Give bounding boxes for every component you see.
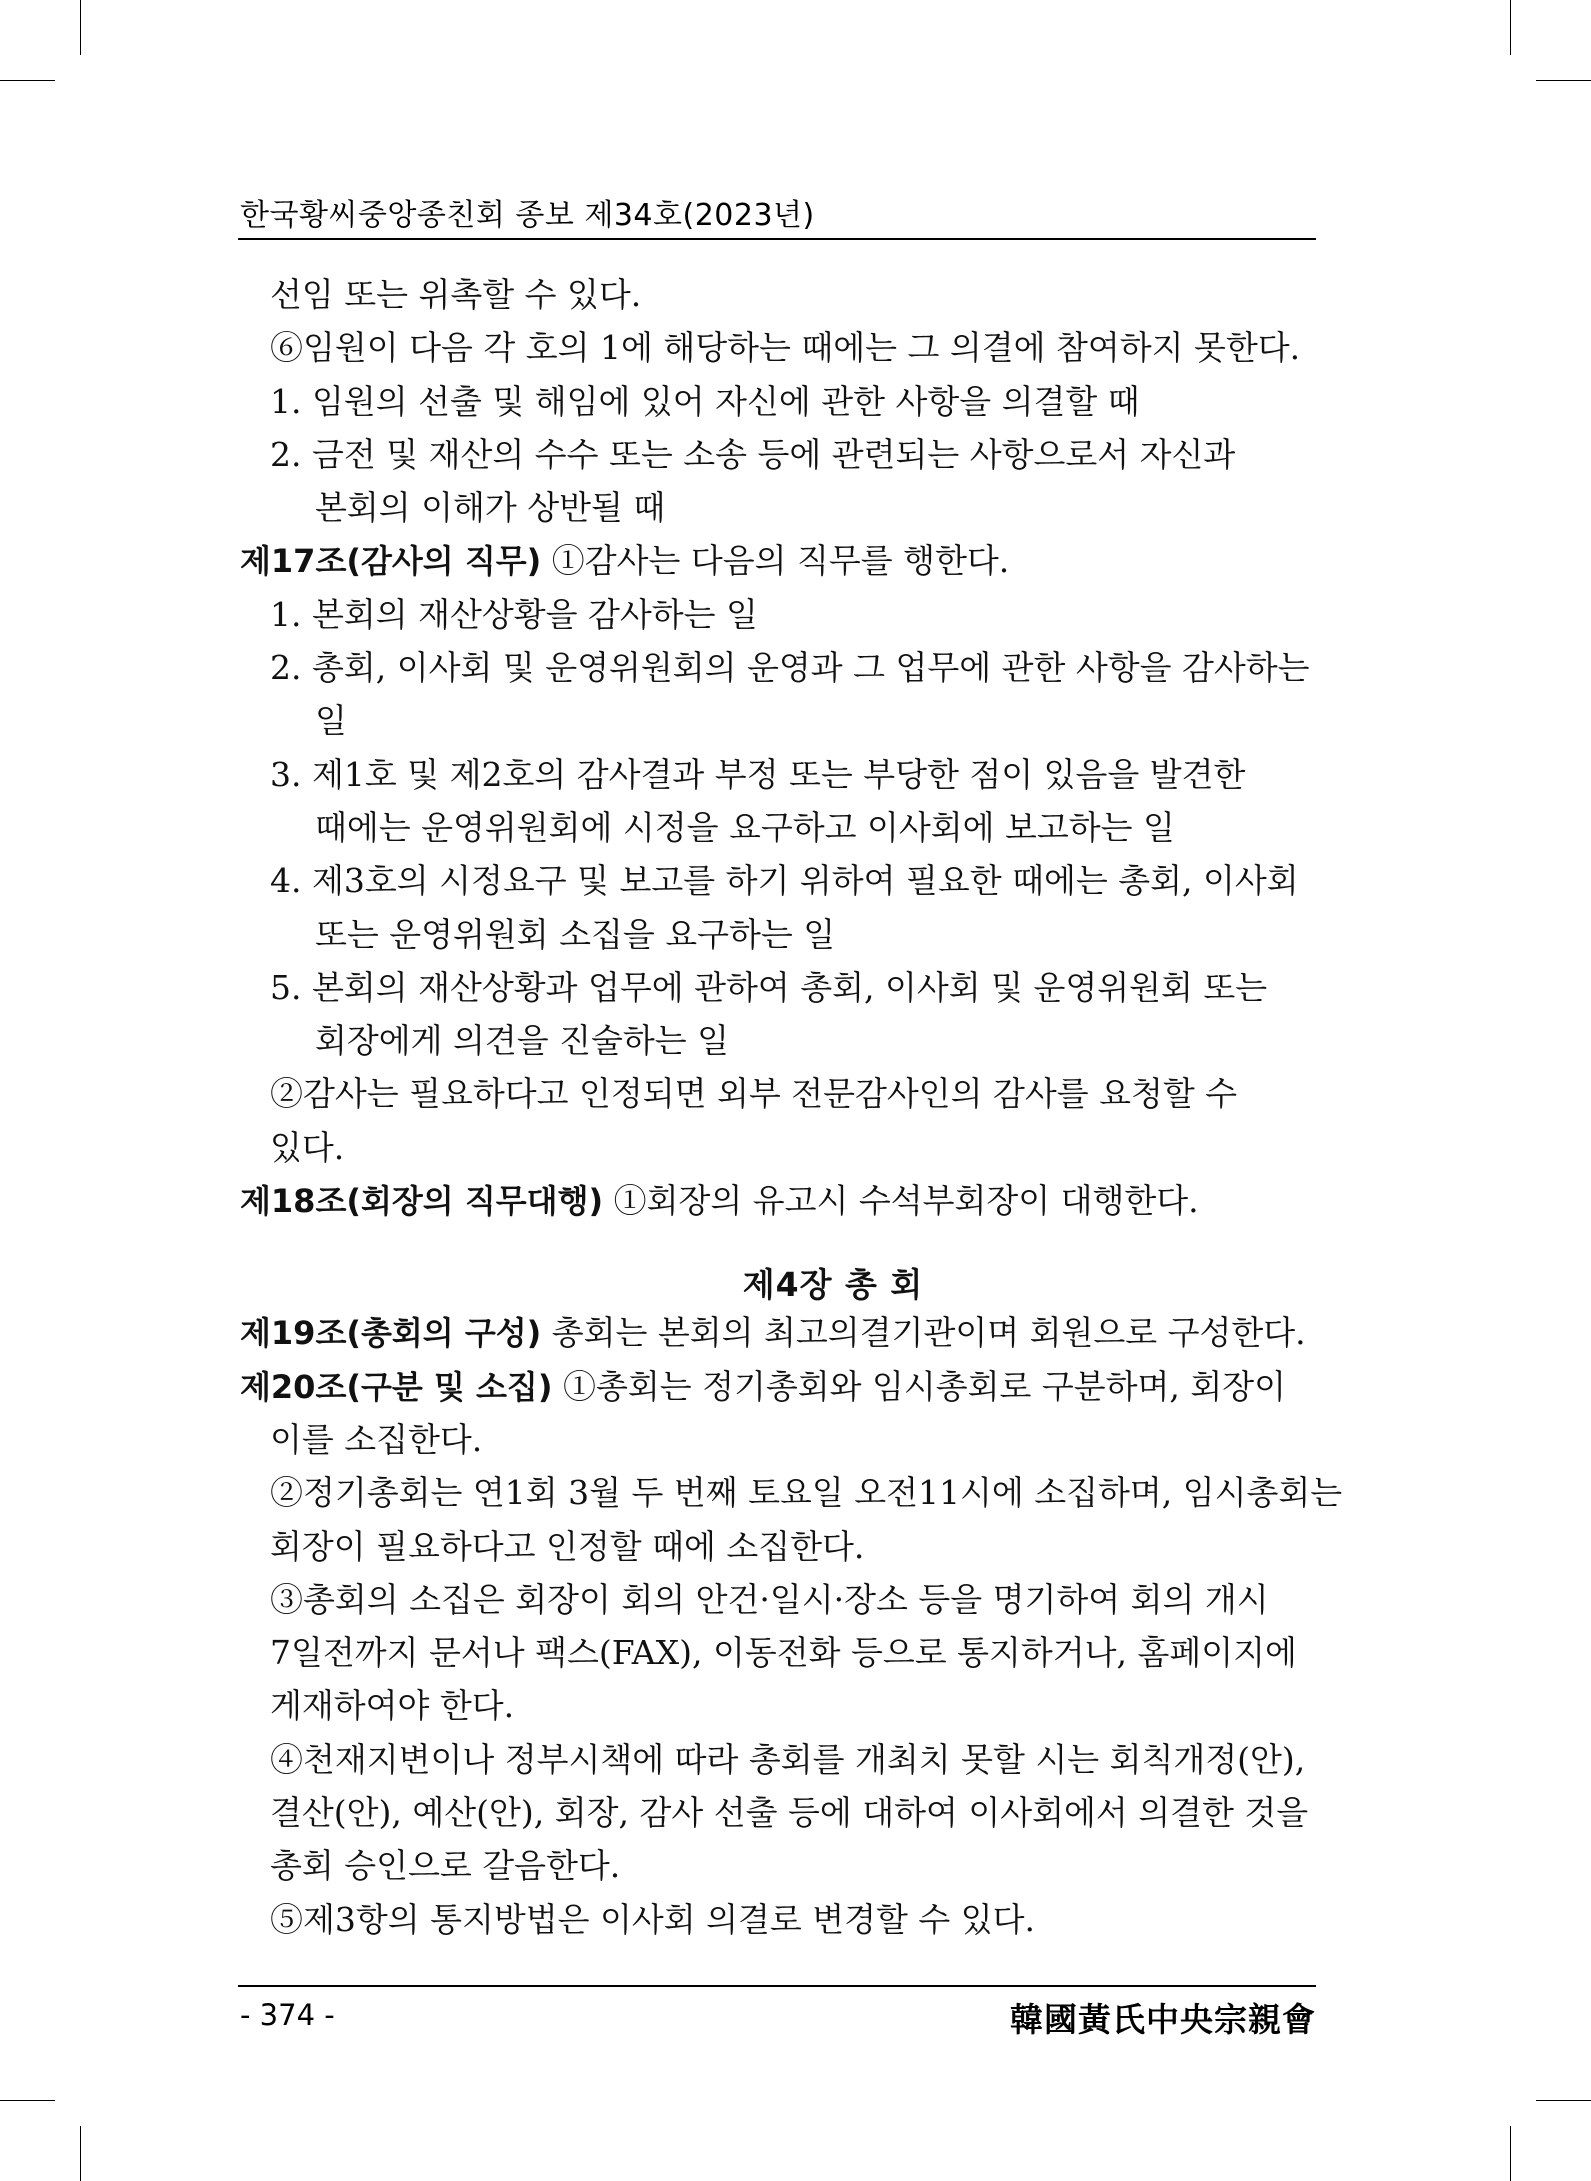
text-line: [240, 1014, 1316, 1067]
line-text: 5. 본회의 재산상황과 업무에 관하여 총회, 이사회 및 운영위원회 또는: [270, 967, 1268, 1007]
line-text: 3. 제1호 및 제2호의 감사결과 부정 또는 부당한 점이 있음을 발견한: [270, 754, 1246, 794]
line-text: 또는 운영위원회 소집을 요구하는 일: [315, 914, 836, 954]
text-line: [240, 641, 1316, 694]
organization-name: 韓國黃氏中央宗親會: [1010, 2000, 1316, 2039]
article-title: 제20조(구분 및 소집): [240, 1367, 553, 1406]
header-rule: [238, 238, 1316, 240]
line-text: 회장에게 의견을 진술하는 일: [315, 1021, 730, 1061]
text-line: [240, 1786, 1316, 1839]
line-text: 일: [315, 701, 347, 741]
line-text: 결산(안), 예산(안), 회장, 감사 선출 등에 대하여 이사회에서 의결한 것을: [270, 1793, 1309, 1833]
text-line: [240, 375, 1316, 428]
text-line: [240, 908, 1316, 961]
line-text: 본회의 이해가 상반될 때: [315, 488, 666, 528]
line-text: 회장이 필요하다고 인정할 때에 소집한다.: [270, 1526, 865, 1566]
line-text: ①회장의 유고시 수석부회장이 대행한다.: [603, 1181, 1199, 1221]
line-text: 총회는 본회의 최고의결기관이며 회원으로 구성한다.: [541, 1313, 1306, 1353]
text-line: [240, 748, 1316, 801]
text-line: [240, 1839, 1316, 1892]
text-line: [240, 321, 1316, 374]
text-line: [240, 1413, 1316, 1466]
line-text: 게재하여야 한다.: [270, 1686, 515, 1726]
chapter-heading: 제4장 총 회: [742, 1265, 924, 1305]
crop-mark: [1536, 80, 1591, 81]
crop-mark: [0, 80, 55, 81]
line-text: 이를 소집한다.: [270, 1419, 483, 1459]
crop-mark: [1510, 2126, 1511, 2181]
line-text: 7일전까지 문서나 팩스(FAX), 이동전화 등으로 통지하거나, 홈페이지에: [270, 1633, 1297, 1673]
text-line: [240, 1733, 1316, 1786]
line-text: 1. 임원의 선출 및 해임에 있어 자신에 관한 사항을 의결할 때: [270, 381, 1140, 421]
text-line: [240, 1573, 1316, 1626]
line-text: 선임 또는 위촉할 수 있다.: [270, 275, 642, 314]
section-articles-16-18: [240, 268, 1316, 1227]
line-text: ⑥임원이 다음 각 호의 1에 해당하는 때에는 그 의결에 참여하지 못한다.: [270, 328, 1301, 368]
line-text: 1. 본회의 재산상황을 감사하는 일: [270, 594, 758, 634]
article-title: 제19조(총회의 구성): [240, 1314, 542, 1353]
text-line: [240, 534, 1316, 587]
text-line: [240, 1360, 1316, 1413]
crop-mark: [1510, 0, 1511, 55]
line-text: ⑤제3항의 통지방법은 이사회 의결로 변경할 수 있다.: [270, 1899, 1035, 1939]
text-line: [240, 854, 1316, 907]
page-number: - 374 -: [240, 1998, 335, 2032]
text-line: [240, 1067, 1316, 1120]
crop-mark: [1536, 2100, 1591, 2101]
line-text: ③총회의 소집은 회장이 회의 안건·일시·장소 등을 명기하여 회의 개시: [270, 1579, 1269, 1619]
document-body: [240, 268, 1343, 1946]
running-header: 한국황씨중앙종친회 종보 제34호(2023년): [240, 198, 815, 233]
section-articles-19-20: [240, 1306, 1343, 1946]
line-text: 2. 총회, 이사회 및 운영위원회의 운영과 그 업무에 관한 사항을 감사하는: [270, 648, 1310, 688]
text-line: [240, 694, 1316, 747]
line-text: ②정기총회는 연1회 3월 두 번째 토요일 오전11시에 소집하며, 임시총회는: [270, 1473, 1343, 1513]
crop-mark: [80, 2126, 81, 2181]
text-line: [240, 961, 1316, 1014]
text-line: [240, 1520, 1316, 1573]
text-line: [240, 1121, 1316, 1174]
article-title: 제17조(감사의 직무): [240, 542, 542, 581]
crop-mark: [0, 2100, 55, 2101]
text-line: [240, 1893, 1316, 1946]
text-line: [240, 1679, 1316, 1732]
line-text: ②감사는 필요하다고 인정되면 외부 전문감사인의 감사를 요청할 수: [270, 1074, 1238, 1114]
crop-mark: [80, 0, 81, 55]
line-text: ①총회는 정기총회와 임시총회로 구분하며, 회장이: [552, 1366, 1286, 1406]
text-line: [240, 1174, 1316, 1227]
line-text: 2. 금전 및 재산의 수수 또는 소송 등에 관련되는 사항으로서 자신과: [270, 434, 1236, 474]
footer-rule: [238, 1985, 1316, 1987]
line-text: 때에는 운영위원회에 시정을 요구하고 이사회에 보고하는 일: [315, 807, 1175, 847]
line-text: 4. 제3호의 시정요구 및 보고를 하기 위하여 필요한 때에는 총회, 이사회: [270, 861, 1299, 901]
line-text: ④천재지변이나 정부시책에 따라 총회를 개최치 못할 시는 회칙개정(안),: [270, 1739, 1306, 1779]
text-line: [240, 1626, 1316, 1679]
text-line: [240, 1306, 1316, 1359]
line-text: 총회 승인으로 갈음한다.: [270, 1846, 621, 1886]
text-line: [240, 268, 1316, 321]
text-line: [240, 588, 1316, 641]
text-line: [240, 801, 1316, 854]
line-text: ①감사는 다음의 직무를 행한다.: [541, 541, 1010, 581]
article-title: 제18조(회장의 직무대행): [240, 1182, 604, 1221]
text-line: [240, 1466, 1343, 1519]
line-text: 있다.: [270, 1127, 345, 1167]
text-line: [240, 428, 1316, 481]
text-line: [240, 481, 1316, 534]
